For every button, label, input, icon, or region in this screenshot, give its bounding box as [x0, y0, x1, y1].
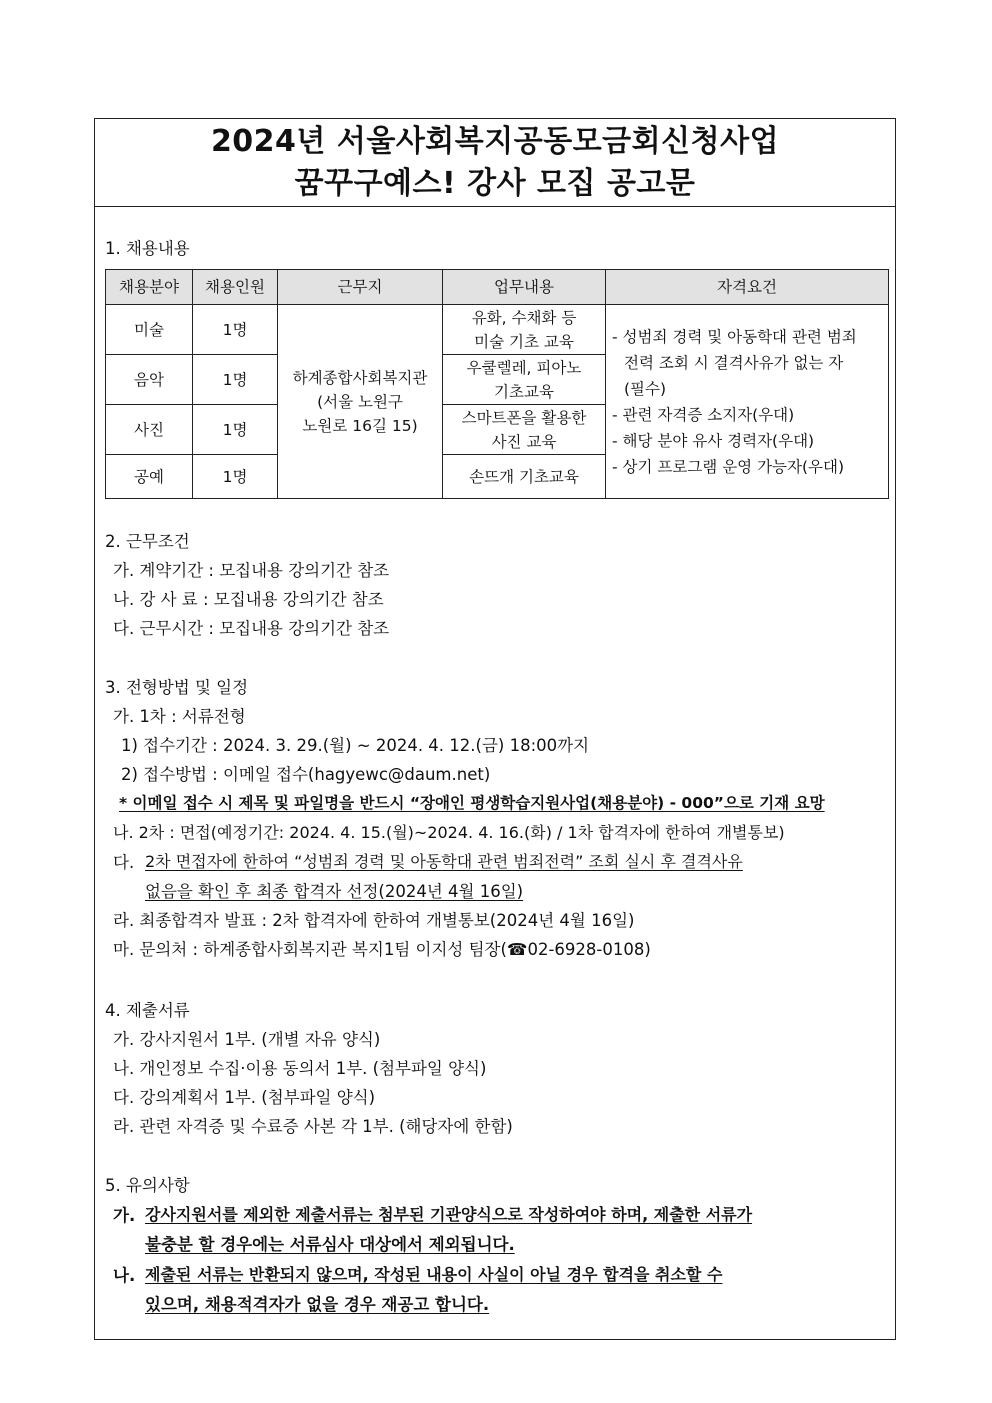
duty-line: 미술 기초 교육	[474, 332, 574, 351]
field-cell: 미술	[106, 305, 193, 355]
duty-line: 우쿨렐레, 피아노	[466, 358, 582, 377]
caution-item-a-line1: 강사지원서를 제외한 제출서류는 첨부된 기관양식으로 작성하여야 하며, 제출한 서류가	[145, 1205, 753, 1224]
caution-item-b-prefix: 나.	[113, 1266, 136, 1285]
document-item: 가. 강사지원서 1부. (개별 자유 양식)	[113, 1030, 381, 1049]
selection-item-c-line1: 2차 면접자에 한하여 “성범죄 경력 및 아동학대 관련 범죄전력” 조회 실시 후 결격사유	[145, 852, 743, 871]
selection-item-a: 가. 1차 : 서류전형	[113, 707, 246, 726]
section3-heading: 3. 전형방법 및 일정	[105, 678, 249, 697]
table-header-row	[106, 270, 889, 305]
header-qualifications: 자격요건	[606, 270, 889, 305]
qualification-line: - 상기 프로그램 운영 가능자(우대)	[612, 457, 845, 476]
workplace-line: (서울 노원구	[317, 392, 403, 411]
receipt-period: 1) 접수기간 : 2024. 3. 29.(월) ~ 2024. 4. 12.(금) 18:00까지	[121, 736, 590, 755]
count-cell: 1명	[193, 355, 278, 405]
caution-item-a-line2: 불충분 할 경우에는 서류심사 대상에서 제외됩니다.	[145, 1235, 515, 1254]
qualification-line: - 관련 자격증 소지자(우대)	[612, 405, 795, 424]
selection-item-b: 나. 2차 : 면접(예정기간: 2024. 4. 15.(월)~2024. 4. 16.(화) / 1차 합격자에 한하여 개별통보)	[113, 823, 785, 842]
notice-frame	[94, 118, 896, 1340]
caution-item-a-prefix: 가.	[113, 1206, 136, 1225]
duty-cell	[443, 355, 606, 405]
contact-info: 마. 문의처 : 하계종합사회복지관 복지1팀 이지성 팀장(☎02-6928-0108)	[113, 940, 651, 959]
header-duty: 업무내용	[443, 270, 606, 305]
selection-item-c-line2: 없음을 확인 후 최종 합격자 선정(2024년 4월 16일)	[145, 882, 524, 901]
duty-cell	[443, 405, 606, 455]
qualifications-cell	[606, 305, 889, 499]
title-line-2: 꿈꾸구예스! 강사 모집 공고문	[294, 166, 696, 201]
receipt-method: 2) 접수방법 : 이메일 접수(hagyewc@daum.net)	[121, 765, 491, 784]
table-row	[106, 305, 889, 355]
header-workplace: 근무지	[278, 270, 443, 305]
document-item: 다. 강의계획서 1부. (첨부파일 양식)	[113, 1088, 376, 1107]
count-cell: 1명	[193, 305, 278, 355]
qualification-line: - 성범죄 경력 및 아동학대 관련 범죄	[612, 327, 857, 346]
section5-heading: 5. 유의사항	[105, 1176, 190, 1195]
duty-line: 유화, 수채화 등	[471, 308, 577, 327]
final-announcement: 라. 최종합격자 발표 : 2차 합격자에 한하여 개별통보(2024년 4월 16일)	[113, 911, 635, 930]
section1-heading: 1. 채용내용	[105, 239, 190, 258]
selection-item-c-prefix: 다.	[113, 853, 135, 872]
document-item: 나. 개인정보 수집·이용 동의서 1부. (첨부파일 양식)	[113, 1059, 487, 1078]
workplace-cell	[278, 305, 443, 499]
count-cell: 1명	[193, 405, 278, 455]
work-condition-item: 다. 근무시간 : 모집내용 강의기간 참조	[113, 619, 390, 638]
field-cell: 음악	[106, 355, 193, 405]
duty-cell	[443, 305, 606, 355]
qualification-line: (필수)	[624, 379, 667, 398]
caution-item-b-line1: 제출된 서류는 반환되지 않으며, 작성된 내용이 사실이 아닐 경우 합격을 취소할 수	[145, 1265, 723, 1284]
email-notice: * 이메일 접수 시 제목 및 파일명을 반드시 “장애인 평생학습지원사업(채용분야) - 000”으로 기재 요망	[119, 794, 825, 812]
workplace-line: 노원로 16길 15)	[302, 416, 418, 435]
work-condition-item: 가. 계약기간 : 모집내용 강의기간 참조	[113, 561, 390, 580]
work-condition-item: 나. 강 사 료 : 모집내용 강의기간 참조	[113, 590, 384, 609]
qualification-line: - 해당 분야 유사 경력자(우대)	[612, 431, 815, 450]
document-item: 라. 관련 자격증 및 수료증 사본 각 1부. (해당자에 한함)	[113, 1117, 513, 1136]
field-cell: 공예	[106, 455, 193, 499]
caution-item-b-line2: 있으며, 채용적격자가 없을 경우 재공고 합니다.	[145, 1295, 490, 1314]
duty-line: 사진 교육	[491, 432, 557, 451]
qualification-line: 전력 조회 시 결격사유가 없는 자	[624, 353, 844, 372]
duty-cell: 손뜨개 기초교육	[443, 455, 606, 499]
duty-line: 스마트폰을 활용한	[461, 408, 587, 427]
title-line-1: 2024년 서울사회복지공동모금회신청사업	[210, 124, 780, 159]
duty-line: 기초교육	[494, 382, 554, 401]
jobs-table	[105, 269, 889, 499]
header-field: 채용분야	[106, 270, 193, 305]
section2-heading: 2. 근무조건	[105, 532, 190, 551]
section4-heading: 4. 제출서류	[105, 1001, 190, 1020]
field-cell: 사진	[106, 405, 193, 455]
count-cell: 1명	[193, 455, 278, 499]
header-count: 채용인원	[193, 270, 278, 305]
workplace-line: 하계종합사회복지관	[292, 368, 428, 387]
title-box	[95, 119, 895, 207]
